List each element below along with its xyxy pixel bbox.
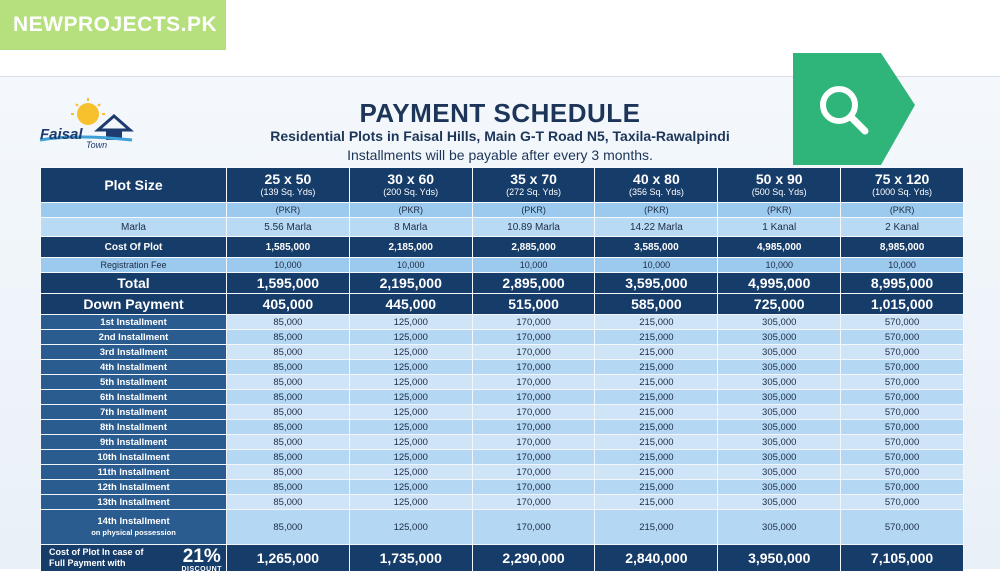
- full-payment-line2: Full Payment with: [49, 558, 126, 568]
- installment-row: [41, 495, 964, 510]
- installment-amount: 85,000: [227, 390, 350, 405]
- down-payment-cell: 405,000: [227, 294, 350, 315]
- plot-size-cell: [841, 168, 964, 203]
- registration-cell: 10,000: [227, 258, 350, 273]
- installment-amount: 85,000: [227, 315, 350, 330]
- installment-amount: 570,000: [841, 390, 964, 405]
- pkr-cell: (PKR): [472, 203, 595, 218]
- installment-amount: 305,000: [718, 420, 841, 435]
- installment-amount: 125,000: [349, 330, 472, 345]
- installment-amount: 305,000: [718, 435, 841, 450]
- installment-amount: 125,000: [349, 405, 472, 420]
- installment-amount: 305,000: [718, 495, 841, 510]
- installment-row: [41, 330, 964, 345]
- discount-percent: 21%: [182, 546, 221, 567]
- installment-amount: 85,000: [227, 480, 350, 495]
- installment-amount: 570,000: [841, 450, 964, 465]
- down-payment-cell: 725,000: [718, 294, 841, 315]
- marla-cell: 2 Kanal: [841, 218, 964, 237]
- installment-amount: 215,000: [595, 420, 718, 435]
- down-payment-label: Down Payment: [41, 294, 227, 315]
- pkr-cell: (PKR): [841, 203, 964, 218]
- installment-amount: 170,000: [472, 480, 595, 495]
- installment-amount: 570,000: [841, 495, 964, 510]
- installment-label: 11th Installment: [41, 465, 227, 480]
- page-subtitle: Residential Plots in Faisal Hills, Main G-T Road N5, Taxila-Rawalpindi: [270, 128, 730, 144]
- plot-dimension: 35 x 70: [510, 171, 557, 187]
- installment-amount: 570,000: [841, 435, 964, 450]
- installment-amount: 305,000: [718, 390, 841, 405]
- cost-cell: 4,985,000: [718, 237, 841, 258]
- registration-cell: 10,000: [718, 258, 841, 273]
- marla-label: Marla: [41, 218, 227, 237]
- marla-cell: 8 Marla: [349, 218, 472, 237]
- cost-cell: 2,885,000: [472, 237, 595, 258]
- total-cell: 4,995,000: [718, 273, 841, 294]
- cost-label: Cost Of Plot: [41, 237, 227, 258]
- installment-amount: 570,000: [841, 375, 964, 390]
- registration-cell: 10,000: [841, 258, 964, 273]
- down-payment-row: [41, 294, 964, 315]
- registration-label: Registration Fee: [41, 258, 227, 273]
- full-payment-cell: 2,840,000: [595, 545, 718, 572]
- installment-label: 12th Installment: [41, 480, 227, 495]
- installment-amount: 125,000: [349, 435, 472, 450]
- full-payment-line1: Cost of Plot In case of: [49, 547, 144, 557]
- installment-amount: 305,000: [718, 405, 841, 420]
- installment-14-label: [41, 510, 227, 545]
- installment-amount: 170,000: [472, 495, 595, 510]
- marla-cell: 5.56 Marla: [227, 218, 350, 237]
- installment-amount: 125,000: [349, 360, 472, 375]
- installment-amount: 570,000: [841, 315, 964, 330]
- marla-cell: 1 Kanal: [718, 218, 841, 237]
- installment-label: 6th Installment: [41, 390, 227, 405]
- installment-amount: 170,000: [472, 450, 595, 465]
- installment-amount: 125,000: [349, 345, 472, 360]
- installment-amount: 85,000: [227, 435, 350, 450]
- installment-amount: 305,000: [718, 465, 841, 480]
- installment-amount: 215,000: [595, 510, 718, 545]
- marla-row: [41, 218, 964, 237]
- full-payment-cell: 1,265,000: [227, 545, 350, 572]
- marla-cell: 14.22 Marla: [595, 218, 718, 237]
- installment-row: [41, 375, 964, 390]
- installment-amount: 215,000: [595, 435, 718, 450]
- installment-14-row: [41, 510, 964, 545]
- installment-amount: 570,000: [841, 465, 964, 480]
- pkr-cell: (PKR): [349, 203, 472, 218]
- possession-note: on physical possession: [91, 528, 176, 537]
- cost-cell: 1,585,000: [227, 237, 350, 258]
- installment-amount: 125,000: [349, 375, 472, 390]
- pkr-cell: (PKR): [227, 203, 350, 218]
- installment-label: 4th Installment: [41, 360, 227, 375]
- installment-row: [41, 420, 964, 435]
- site-watermark: NEWPROJECTS.PK: [0, 0, 226, 50]
- down-payment-cell: 515,000: [472, 294, 595, 315]
- installment-amount: 570,000: [841, 510, 964, 545]
- installment-amount: 85,000: [227, 495, 350, 510]
- installment-amount: 570,000: [841, 330, 964, 345]
- installment-amount: 85,000: [227, 450, 350, 465]
- installment-amount: 85,000: [227, 330, 350, 345]
- plot-dimension: 50 x 90: [755, 171, 803, 187]
- installment-amount: 215,000: [595, 465, 718, 480]
- plot-size-label: Plot Size: [41, 168, 227, 203]
- installment-amount: 305,000: [718, 450, 841, 465]
- installment-label: 1st Installment: [41, 315, 227, 330]
- installment-amount: 170,000: [472, 420, 595, 435]
- plot-sq-yards: (1000 Sq. Yds): [872, 187, 932, 197]
- installment-row: [41, 465, 964, 480]
- cost-cell: 3,585,000: [595, 237, 718, 258]
- logo-subname: Town: [86, 140, 108, 150]
- installment-label: 13th Installment: [41, 495, 227, 510]
- installment-amount: 570,000: [841, 420, 964, 435]
- plot-dimension: 30 x 60: [387, 171, 435, 187]
- installment-row: [41, 345, 964, 360]
- plot-dimension: 75 x 120: [874, 171, 930, 187]
- installment-amount: 570,000: [841, 360, 964, 375]
- installment-amount: 170,000: [472, 510, 595, 545]
- discount-word: DISCOUNT: [181, 566, 222, 572]
- pkr-cell: (PKR): [595, 203, 718, 218]
- payment-schedule-table: [40, 167, 964, 572]
- installment-label: 7th Installment: [41, 405, 227, 420]
- plot-sq-yards: (500 Sq. Yds): [751, 187, 807, 197]
- total-cell: 2,195,000: [349, 273, 472, 294]
- installment-row: [41, 435, 964, 450]
- installment-amount: 305,000: [718, 480, 841, 495]
- installment-amount: 125,000: [349, 495, 472, 510]
- installment-amount: 170,000: [472, 360, 595, 375]
- installment-amount: 570,000: [841, 345, 964, 360]
- installment-amount: 170,000: [472, 330, 595, 345]
- installment-amount: 125,000: [349, 390, 472, 405]
- installment-amount: 570,000: [841, 480, 964, 495]
- installment-label: 9th Installment: [41, 435, 227, 450]
- installment-amount: 125,000: [349, 450, 472, 465]
- installment-amount: 170,000: [472, 345, 595, 360]
- cost-cell: 2,185,000: [349, 237, 472, 258]
- installment-amount: 215,000: [595, 390, 718, 405]
- installment-label: 5th Installment: [41, 375, 227, 390]
- installment-amount: 570,000: [841, 405, 964, 420]
- installment-amount: 125,000: [349, 480, 472, 495]
- plot-size-cell: [227, 168, 350, 203]
- installment-amount: 215,000: [595, 405, 718, 420]
- full-payment-cell: 7,105,000: [841, 545, 964, 572]
- plot-size-cell: [718, 168, 841, 203]
- full-payment-cell: 2,290,000: [472, 545, 595, 572]
- installment-amount: 85,000: [227, 420, 350, 435]
- installment-note: Installments will be payable after every 3 months.: [347, 147, 653, 163]
- installment-amount: 215,000: [595, 345, 718, 360]
- registration-cell: 10,000: [349, 258, 472, 273]
- total-cell: 8,995,000: [841, 273, 964, 294]
- full-payment-cell: 1,735,000: [349, 545, 472, 572]
- installment-amount: 125,000: [349, 420, 472, 435]
- plot-size-cell: [472, 168, 595, 203]
- installment-amount: 170,000: [472, 435, 595, 450]
- installment-amount: 170,000: [472, 375, 595, 390]
- installment-amount: 170,000: [472, 405, 595, 420]
- plot-size-row: [41, 168, 964, 203]
- installment-row: [41, 315, 964, 330]
- installment-amount: 215,000: [595, 375, 718, 390]
- installment-amount: 305,000: [718, 375, 841, 390]
- down-payment-cell: 445,000: [349, 294, 472, 315]
- total-cell: 3,595,000: [595, 273, 718, 294]
- installment-amount: 85,000: [227, 465, 350, 480]
- installment-amount: 85,000: [227, 345, 350, 360]
- installment-amount: 85,000: [227, 360, 350, 375]
- logo-name: Faisal: [40, 126, 83, 143]
- total-cell: 1,595,000: [227, 273, 350, 294]
- plot-sq-yards: (272 Sq. Yds): [506, 187, 561, 197]
- installment-amount: 170,000: [472, 465, 595, 480]
- plot-size-cell: [349, 168, 472, 203]
- pkr-row: [41, 203, 964, 218]
- down-payment-cell: 585,000: [595, 294, 718, 315]
- installment-amount: 305,000: [718, 315, 841, 330]
- total-row: [41, 273, 964, 294]
- pkr-cell: (PKR): [718, 203, 841, 218]
- full-payment-cell: 3,950,000: [718, 545, 841, 572]
- installment-amount: 215,000: [595, 495, 718, 510]
- installment-amount: 170,000: [472, 315, 595, 330]
- installment-amount: 125,000: [349, 510, 472, 545]
- full-payment-row: [41, 545, 964, 572]
- marla-cell: 10.89 Marla: [472, 218, 595, 237]
- full-payment-label: [41, 545, 227, 572]
- installment-label: 3rd Installment: [41, 345, 227, 360]
- installment-amount: 305,000: [718, 345, 841, 360]
- plot-sq-yards: (356 Sq. Yds): [628, 187, 684, 197]
- installment-row: [41, 405, 964, 420]
- installment-label: 10th Installment: [41, 450, 227, 465]
- installment-amount: 85,000: [227, 510, 350, 545]
- installment-amount: 215,000: [595, 450, 718, 465]
- installment-row: [41, 480, 964, 495]
- installment-amount: 215,000: [595, 360, 718, 375]
- installment-row: [41, 390, 964, 405]
- plot-dimension: 25 x 50: [264, 171, 312, 187]
- installment-amount: 125,000: [349, 465, 472, 480]
- installment-amount: 305,000: [718, 510, 841, 545]
- plot-sq-yards: (200 Sq. Yds): [383, 187, 439, 197]
- installment-amount: 85,000: [227, 375, 350, 390]
- cost-cell: 8,985,000: [841, 237, 964, 258]
- installment-amount: 170,000: [472, 390, 595, 405]
- installment-label: 8th Installment: [41, 420, 227, 435]
- installment-amount: 215,000: [595, 480, 718, 495]
- installment-amount: 215,000: [595, 315, 718, 330]
- registration-cell: 10,000: [472, 258, 595, 273]
- installment-amount: 305,000: [718, 330, 841, 345]
- total-cell: 2,895,000: [472, 273, 595, 294]
- plot-dimension: 40 x 80: [633, 171, 680, 187]
- installment-row: [41, 450, 964, 465]
- total-label: Total: [41, 273, 227, 294]
- installment-14-title: 14th Installment: [97, 516, 170, 527]
- page-title: PAYMENT SCHEDULE: [359, 98, 641, 128]
- installment-amount: 125,000: [349, 315, 472, 330]
- plot-sq-yards: (139 Sq. Yds): [260, 187, 316, 197]
- search-button[interactable]: [793, 53, 915, 165]
- registration-cell: 10,000: [595, 258, 718, 273]
- registration-row: [41, 258, 964, 273]
- plot-size-cell: [595, 168, 718, 203]
- cost-row: [41, 237, 964, 258]
- installment-amount: 85,000: [227, 405, 350, 420]
- installment-label: 2nd Installment: [41, 330, 227, 345]
- installment-row: [41, 360, 964, 375]
- installment-amount: 305,000: [718, 360, 841, 375]
- installment-amount: 215,000: [595, 330, 718, 345]
- down-payment-cell: 1,015,000: [841, 294, 964, 315]
